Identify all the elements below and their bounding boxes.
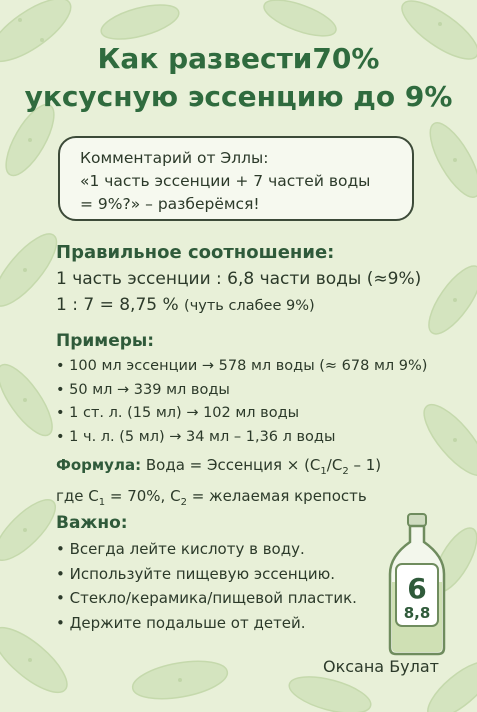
formula-where-start: где C — [56, 487, 99, 505]
formula-expr-end: – 1) — [348, 456, 382, 474]
bottle-big-number: 6 — [407, 572, 427, 605]
ratio-line-1: 1 часть эссенции : 6,8 части воды (≈9%) — [56, 269, 422, 289]
examples-heading: Примеры: — [56, 331, 155, 351]
formula-where-end: = желаемая крепость — [186, 487, 367, 505]
list-item: • 100 мл эссенции → 578 мл воды (≈ 678 мл 9%) — [56, 355, 466, 379]
examples-list — [56, 355, 466, 449]
list-item: • Держите подальше от детей. — [56, 611, 396, 636]
bottle-icon — [386, 512, 448, 657]
title-line-1: Как развести70% — [97, 42, 380, 75]
formula-where-line — [56, 484, 466, 515]
important-heading: Важно: — [56, 513, 128, 533]
ratio-heading: Правильное соотношение: — [56, 242, 335, 263]
list-item: • Всегда лейте кислоту в воду. — [56, 537, 396, 562]
comment-box — [58, 136, 414, 221]
formula-where-mid: = 70%, C — [105, 487, 181, 505]
author-name: Оксана Булат — [322, 657, 439, 676]
formula-sub-1: 1 — [320, 466, 327, 477]
list-item: • 1 ст. л. (15 мл) → 102 мл воды — [56, 402, 466, 426]
formula-sub-2: 2 — [342, 466, 349, 477]
important-section — [56, 512, 396, 635]
important-list — [56, 537, 396, 635]
list-item: • 50 мл → 339 мл воды — [56, 379, 466, 403]
formula-slash: /C — [326, 456, 343, 474]
comment-line-1: Комментарий от Эллы: — [80, 149, 269, 167]
comment-line-3: = 9%?» – разберёмся! — [80, 195, 260, 213]
ratio-line-2-note: (чуть слабее 9%) — [184, 298, 315, 314]
examples-section — [56, 330, 466, 449]
title-line-2: уксусную эссенцию до 9% — [24, 80, 453, 113]
formula-expr-start: Вода = Эссенция × (C — [145, 456, 321, 474]
formula-where-sub-2: 2 — [180, 497, 187, 508]
page-title — [20, 40, 457, 116]
bottle-small-number: 8,8 — [403, 604, 431, 622]
list-item: • Используйте пищевую эссенцию. — [56, 562, 396, 587]
ratio-section — [56, 240, 466, 319]
ratio-line-2-main: 1 : 7 = 8,75 % — [56, 295, 179, 315]
formula-label: Формула: — [56, 456, 142, 474]
ratio-line-2 — [56, 292, 466, 319]
list-item: • 1 ч. л. (5 мл) → 34 мл – 1,36 л воды — [56, 426, 466, 450]
comment-line-2: «1 часть эссенции + 7 частей воды — [80, 172, 371, 190]
formula-line — [56, 453, 466, 484]
list-item: • Стекло/керамика/пищевой пластик. — [56, 586, 396, 611]
formula-where-sub-1: 1 — [98, 497, 106, 508]
formula-section — [56, 453, 466, 515]
